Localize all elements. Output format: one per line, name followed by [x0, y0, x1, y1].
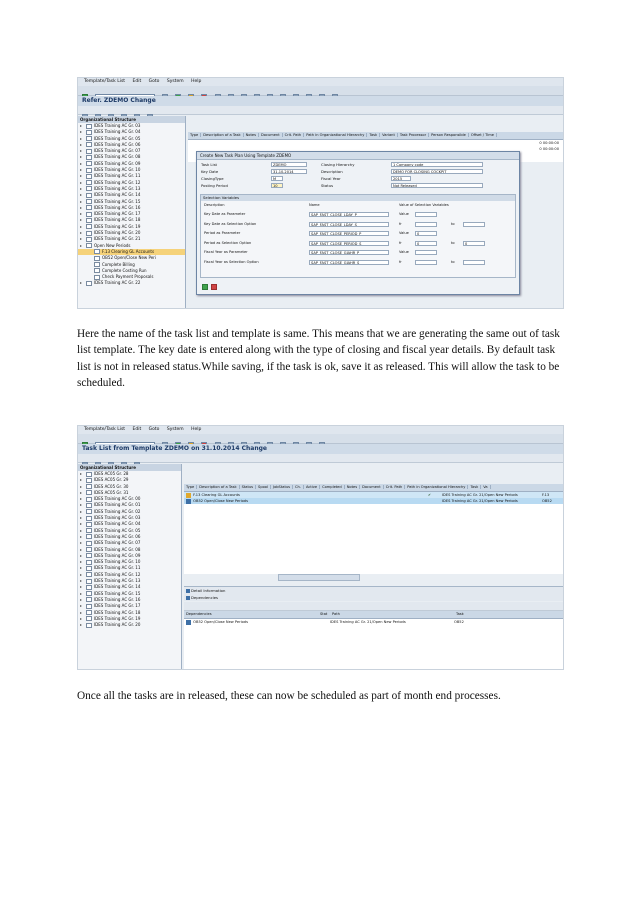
standard-toolbar — [78, 434, 563, 444]
column-header[interactable]: Offset / Time — [469, 133, 497, 137]
tree-item-label: IDES Training AC Gr. 06 — [94, 141, 141, 147]
dependencies-grid — [184, 611, 563, 669]
sel-var-operator: Value — [399, 212, 409, 216]
tree-item-label: IDES Training AC Gr. 08 — [94, 154, 141, 160]
column-header[interactable]: Variant — [380, 133, 398, 137]
expand-arrow-icon[interactable] — [80, 574, 82, 576]
paragraph-scheduling: Once all the tasks are in released, these can now be scheduled as part of month end processes. — [77, 690, 501, 702]
folder-icon — [86, 591, 92, 596]
folder-icon — [86, 585, 92, 590]
column-header[interactable]: Document — [360, 485, 384, 489]
column-header[interactable]: Crit. Path — [384, 485, 406, 489]
tree-item-label: Complete Costing Run — [102, 267, 147, 273]
tree-item-label: IDES Training AC Gr. 12 — [94, 179, 141, 185]
folder-icon — [86, 136, 92, 141]
expand-arrow-icon[interactable] — [80, 542, 82, 544]
column-header[interactable]: Type — [188, 133, 201, 137]
tree-item-label: IDES Training AC Gr. 10 — [94, 167, 141, 173]
expand-arrow-icon[interactable] — [80, 561, 82, 563]
tree-item-label: IDES Training AC Gr. 16 — [94, 204, 141, 210]
tree-item-label: IDES AC05 Gr. 28 — [94, 471, 129, 476]
tree-item-label: IDES Training AC Gr. 03 — [94, 515, 141, 521]
expand-arrow-icon[interactable] — [80, 169, 82, 171]
folder-icon — [94, 268, 100, 273]
folder-icon — [94, 256, 100, 261]
screenshot-task-list-from-template — [77, 425, 564, 670]
folder-icon — [86, 124, 92, 129]
sel-var-name-field[interactable]: SAP_FAST_CLOSE_GJAHR_P — [309, 250, 389, 255]
tree-item[interactable] — [78, 280, 185, 286]
folder-icon — [86, 541, 92, 546]
expand-arrow-icon[interactable] — [80, 624, 82, 626]
folder-icon — [86, 174, 92, 179]
folder-icon — [86, 130, 92, 135]
dep-col-dependencies: Dependencies — [186, 612, 212, 616]
tree-item-label: IDES Training AC Gr. 14 — [94, 192, 141, 198]
tree-item-label: IDES Training AC Gr. 11 — [94, 565, 141, 571]
detail-information-tab[interactable] — [184, 586, 563, 594]
tree-item-label: IDES Training AC Gr. 05 — [94, 135, 141, 141]
tree-item-label: IDES Training AC Gr. 06 — [94, 533, 141, 539]
status-label: Status — [321, 183, 334, 188]
sel-var-to-label: to — [451, 259, 455, 264]
folder-icon — [86, 560, 92, 565]
tree-item-label: IDES Training AC Gr. 01 — [94, 502, 141, 508]
dependency-row[interactable] — [184, 619, 563, 625]
expand-arrow-icon[interactable] — [80, 213, 82, 215]
folder-icon — [86, 547, 92, 552]
folder-icon — [86, 497, 92, 502]
closing-hierarchy-field[interactable]: 1 Company code — [391, 162, 483, 167]
sel-var-description: Period as Selection Option — [204, 240, 252, 245]
tree-item-label: IDES AC05 Gr. 31 — [94, 489, 129, 495]
tree-header: Organizational Structure — [78, 464, 181, 471]
fiscal-year-label: Fiscal Year — [321, 176, 341, 181]
folder-icon — [86, 142, 92, 147]
sel-var-name-field[interactable]: SAP_FAST_CLOSE_GJAHR_S — [309, 260, 389, 265]
column-header[interactable]: JobStatus — [271, 485, 293, 489]
expand-arrow-icon[interactable] — [80, 175, 82, 177]
screenshot-refer-zdemo — [77, 77, 564, 309]
sel-var-description: Key Date as Selection Option — [204, 221, 257, 226]
expand-arrow-icon[interactable] — [80, 549, 82, 551]
tree-item-label: IDES Training AC Gr. 05 — [94, 527, 141, 533]
expand-arrow-icon[interactable] — [80, 150, 82, 152]
folder-icon — [86, 237, 92, 242]
dependencies-header — [184, 611, 563, 619]
tree-item[interactable] — [78, 622, 181, 628]
tree-item-label: IDES Training AC Gr. 04 — [94, 521, 141, 527]
sel-var-high-field[interactable] — [463, 260, 485, 265]
column-header[interactable]: Path in Organizational Hierarchy — [304, 133, 367, 137]
tree-item-label: IDES Training AC Gr. 04 — [94, 129, 141, 135]
menu-item-template[interactable]: Template/Task List — [84, 427, 126, 432]
row-path: IDES Training AC Gr. 21/Open New Periods — [442, 493, 518, 497]
menu-item-goto[interactable]: Goto — [148, 427, 160, 432]
posting-period-label: Posting Period — [201, 183, 228, 188]
expand-arrow-icon[interactable] — [80, 238, 82, 240]
expand-arrow-icon[interactable] — [80, 612, 82, 614]
folder-icon — [94, 275, 100, 280]
tree-item-label: IDES Training AC Gr. 10 — [94, 559, 141, 565]
description-label: Description — [321, 169, 343, 174]
tree-item-label: Open New Periods — [94, 242, 131, 248]
tree-item-label: IDES Training AC Gr. 20 — [94, 622, 141, 628]
menu-item-system[interactable]: System — [166, 427, 184, 432]
expand-arrow-icon[interactable] — [80, 530, 82, 532]
sel-var-description: Fiscal Year as Parameter — [204, 250, 248, 254]
sel-var-low-field[interactable] — [415, 260, 437, 265]
column-header[interactable]: Path in Organizational Hierarchy — [405, 485, 468, 489]
expand-arrow-icon[interactable] — [80, 194, 82, 196]
page-title: Refer. ZDEMO Change — [78, 96, 563, 106]
folder-icon — [86, 597, 92, 602]
folder-icon — [86, 604, 92, 609]
confirm-icon[interactable] — [202, 284, 208, 290]
folder-icon — [86, 212, 92, 217]
tree-item-label: OB52 Open/Close New Peri — [102, 255, 156, 261]
folder-icon — [86, 616, 92, 621]
tree-item-label: IDES Training AC Gr. 17 — [94, 603, 141, 609]
sel-var-low-field[interactable]: 0 — [415, 231, 437, 236]
sel-var-to-label: to — [451, 240, 455, 245]
folder-icon — [86, 243, 92, 248]
column-header[interactable]: Notes — [244, 133, 259, 137]
standard-toolbar — [78, 86, 563, 96]
expand-arrow-icon[interactable] — [80, 232, 82, 234]
expand-arrow-icon[interactable] — [80, 125, 82, 127]
expand-arrow-icon[interactable] — [80, 131, 82, 133]
tree-item-label: IDES Training AC Gr. 17 — [94, 211, 141, 217]
tree-item-label: IDES Training AC Gr. 09 — [94, 552, 141, 558]
tree-item-label: IDES Training AC Gr. 08 — [94, 546, 141, 552]
expand-arrow-icon[interactable] — [80, 555, 82, 557]
task-type-icon — [186, 620, 191, 625]
fiscal-year-field[interactable]: 2015 — [391, 176, 411, 181]
row-description: F.13 Clearing GL Accounts — [193, 493, 240, 497]
task-list-field[interactable]: ZDEMO — [271, 162, 307, 167]
posting-period-field[interactable]: 10 — [271, 183, 283, 188]
expand-arrow-icon[interactable] — [80, 207, 82, 209]
dependencies-tab[interactable] — [184, 594, 563, 601]
expand-arrow-icon[interactable] — [80, 498, 82, 500]
tree-item-label: IDES Training AC Gr. 13 — [94, 185, 141, 191]
expand-arrow-icon[interactable] — [80, 138, 82, 140]
detail-tab-label: Detail Information — [191, 588, 226, 593]
task-type-icon — [186, 499, 191, 504]
expand-arrow-icon[interactable] — [80, 245, 82, 247]
sel-var-high-field[interactable]: 0 — [463, 241, 485, 246]
application-toolbar — [78, 454, 563, 463]
folder-icon — [86, 149, 92, 154]
folder-icon — [86, 186, 92, 191]
task-list-label: Task List — [201, 162, 218, 167]
menu-item-help[interactable]: Help — [191, 427, 202, 432]
expand-arrow-icon[interactable] — [80, 479, 82, 481]
sel-var-low-field[interactable] — [415, 212, 437, 217]
sel-var-name-field[interactable]: SAP_FAST_CLOSE_LDAY_S — [309, 222, 389, 227]
folder-icon — [86, 509, 92, 514]
expand-arrow-icon[interactable] — [80, 219, 82, 221]
status-dropdown[interactable]: Not Released — [391, 183, 483, 188]
tree-item-label: Complete Billing — [102, 261, 135, 267]
page-title: Task List from Template ZDEMO on 31.10.2014 Change — [78, 444, 563, 454]
folder-icon — [86, 180, 92, 185]
folder-icon — [86, 579, 92, 584]
column-header[interactable]: Description of a Task — [201, 133, 243, 137]
column-header[interactable]: Active — [304, 485, 320, 489]
task-grid-header — [184, 484, 563, 492]
closing-type-field[interactable]: M — [271, 176, 283, 181]
row-description: OB52 Open/Close New Periods — [193, 499, 248, 503]
tree-items — [78, 123, 185, 287]
expand-arrow-icon[interactable] — [80, 504, 82, 506]
org-structure-tree — [78, 464, 182, 669]
column-header[interactable]: Task Processor — [398, 133, 429, 137]
expand-arrow-icon[interactable] — [80, 580, 82, 582]
closing-type-label: ClosingType — [201, 176, 224, 181]
tree-item-label: IDES Training AC Gr. 16 — [94, 596, 141, 602]
tree-item-label: Check Payment Proposals — [102, 274, 154, 280]
folder-icon — [86, 484, 92, 489]
tree-item-label: IDES Training AC Gr. 21 — [94, 236, 141, 242]
tree-item-label: IDES Training AC Gr. 13 — [94, 578, 141, 584]
expand-arrow-icon[interactable] — [80, 567, 82, 569]
task-grid-header — [188, 132, 563, 140]
dependencies-icon — [186, 596, 190, 600]
menu-item-help[interactable]: Help — [191, 79, 202, 84]
dialog-cancel-icon[interactable] — [211, 284, 217, 290]
sel-var-name-field[interactable]: SAP_FAST_CLOSE_LDAY_P — [309, 212, 389, 217]
folder-icon — [86, 193, 92, 198]
menu-bar — [78, 426, 563, 434]
task-type-icon — [186, 493, 191, 498]
sel-var-name-field[interactable]: SAP_FAST_CLOSE_PERIOD_P — [309, 231, 389, 236]
create-task-plan-dialog — [196, 151, 520, 295]
expand-arrow-icon[interactable] — [80, 226, 82, 228]
menu-item-edit[interactable]: Edit — [132, 79, 142, 84]
folder-icon — [86, 623, 92, 628]
column-header[interactable]: Status — [240, 485, 256, 489]
folder-icon — [86, 572, 92, 577]
tree-items — [78, 471, 181, 628]
column-header[interactable]: Va — [481, 485, 490, 489]
checkmark-icon: ✔ — [428, 493, 432, 497]
folder-icon — [86, 161, 92, 166]
dep-task: OB52 — [454, 620, 464, 624]
folder-icon — [86, 205, 92, 210]
horizontal-scrollbar[interactable] — [278, 574, 360, 581]
dep-col-task: Task — [456, 612, 464, 616]
column-header[interactable]: Person Responsible — [429, 133, 469, 137]
folder-icon — [86, 168, 92, 173]
sel-var-to-label: to — [451, 221, 455, 226]
folder-icon — [86, 522, 92, 527]
tree-item-label: IDES Training AC Gr. 11 — [94, 173, 141, 179]
detail-icon — [186, 589, 190, 593]
expand-arrow-icon[interactable] — [80, 163, 82, 165]
folder-icon — [86, 218, 92, 223]
tree-item-label: IDES Training AC Gr. 03 — [94, 123, 141, 128]
folder-icon — [86, 199, 92, 204]
sel-var-operator: Value — [399, 250, 409, 254]
tree-item-label: IDES Training AC Gr. 12 — [94, 571, 141, 577]
folder-icon — [86, 224, 92, 229]
table-row[interactable] — [184, 498, 563, 504]
folder-icon — [86, 490, 92, 495]
key-date-field[interactable]: 31.10.2014 — [271, 169, 307, 174]
expand-arrow-icon[interactable] — [80, 473, 82, 475]
expand-arrow-icon[interactable] — [80, 517, 82, 519]
menu-item-goto[interactable]: Goto — [148, 79, 160, 84]
dep-path: IDES Training AC Gr. 21/Open New Periods — [330, 620, 406, 624]
tree-item-label: IDES Training AC Gr. 22 — [94, 280, 141, 286]
selection-variables-title: Selection Variables — [201, 195, 515, 201]
folder-icon — [86, 478, 92, 483]
sel-var-description: Fiscal Year as Selection Option — [204, 259, 259, 264]
column-header[interactable]: Ch. — [293, 485, 304, 489]
closing-hierarchy-label: Closing Hierarchy — [321, 162, 355, 167]
menu-bar — [78, 78, 563, 86]
dependencies-tab-label: Dependencies — [191, 595, 219, 600]
expand-arrow-icon[interactable] — [80, 586, 82, 588]
folder-icon — [86, 528, 92, 533]
column-header[interactable]: Notes — [345, 485, 360, 489]
selection-variables-box — [200, 194, 516, 278]
sel-var-description: Key Date as Parameter — [204, 212, 246, 216]
row-path: IDES Training AC Gr. 21/Open New Periods — [442, 499, 518, 503]
expand-arrow-icon[interactable] — [80, 144, 82, 146]
expand-arrow-icon[interactable] — [80, 156, 82, 158]
expand-arrow-icon[interactable] — [80, 618, 82, 620]
folder-icon — [86, 553, 92, 558]
expand-arrow-icon[interactable] — [80, 536, 82, 538]
key-date-label: Key Date — [201, 169, 219, 174]
dialog-title: Create New Task Plan Using Template ZDEMO — [197, 152, 519, 160]
tree-item-label: IDES Training AC Gr. 18 — [94, 217, 141, 223]
tree-item-label: IDES Training AC Gr. 07 — [94, 540, 141, 546]
menu-item-edit[interactable]: Edit — [132, 427, 142, 432]
column-header[interactable]: Description of a Task — [197, 485, 239, 489]
row-task: OB52 — [542, 499, 552, 503]
tree-item-label: IDES Training AC Gr. 15 — [94, 198, 141, 204]
column-header[interactable]: Task — [468, 485, 481, 489]
folder-icon — [86, 516, 92, 521]
column-header[interactable]: Document — [259, 133, 283, 137]
grid-right-value-2: 0 00:00:00 — [539, 147, 559, 151]
expand-arrow-icon[interactable] — [80, 599, 82, 601]
tree-item-label: IDES AC05 Gr. 29 — [94, 477, 129, 483]
sel-col-value: Value of Selection Variables — [399, 203, 449, 207]
tree-item-label: IDES Training AC Gr. 20 — [94, 230, 141, 236]
tree-item-label: F.13 Clearing GL Accounts — [102, 248, 155, 254]
tree-item-label: IDES AC05 Gr. 30 — [94, 483, 129, 489]
expand-arrow-icon[interactable] — [80, 201, 82, 203]
column-header[interactable]: Type — [184, 485, 197, 489]
sel-col-name: Name — [309, 203, 320, 207]
sel-var-low-field[interactable]: 0 — [415, 241, 437, 246]
folder-icon — [86, 534, 92, 539]
paragraph-task-list-explanation: Here the name of the task list and template is same. This means that we are generating the same out of task list template. The key date is entered along with the type of closing and fiscal year details. By default task list is not in released status.While saving, if the task is ok, save it as released. This will allow the task to be scheduled. — [77, 328, 560, 390]
tree-header: Organizational Structure — [78, 116, 185, 123]
dep-description: OB52 Open/Close New Periods — [193, 620, 248, 624]
column-header[interactable]: Task — [367, 133, 380, 137]
folder-icon — [86, 472, 92, 477]
application-toolbar — [78, 106, 563, 115]
expand-arrow-icon[interactable] — [80, 523, 82, 525]
sel-var-operator: fr — [399, 259, 402, 264]
column-header[interactable]: Crit. Path — [283, 133, 305, 137]
folder-icon — [86, 610, 92, 615]
tree-item-label: IDES Training AC Gr. 00 — [94, 496, 141, 502]
expand-arrow-icon[interactable] — [80, 282, 82, 284]
sel-var-high-field[interactable] — [463, 222, 485, 227]
sel-var-name-field[interactable]: SAP_FAST_CLOSE_PERIOD_S — [309, 241, 389, 246]
row-task: F.13 — [542, 493, 550, 497]
sel-var-operator: fr — [399, 221, 402, 226]
folder-icon — [86, 231, 92, 236]
tree-item-label: IDES Training AC Gr. 19 — [94, 223, 141, 229]
org-structure-tree — [78, 116, 186, 308]
sel-var-low-field[interactable] — [415, 250, 437, 255]
expand-arrow-icon[interactable] — [80, 188, 82, 190]
menu-item-system[interactable]: System — [166, 79, 184, 84]
sel-var-description: Period as Parameter — [204, 231, 241, 235]
dep-col-path: Path — [332, 612, 340, 616]
folder-icon — [86, 503, 92, 508]
sel-col-description: Description — [204, 203, 225, 207]
description-field[interactable]: DEMO FOR CLOSING COCKPIT — [391, 169, 483, 174]
folder-icon — [94, 249, 100, 254]
sel-var-low-field[interactable] — [415, 222, 437, 227]
tree-item-label: IDES Training AC Gr. 07 — [94, 148, 141, 154]
folder-icon — [86, 566, 92, 571]
column-header[interactable]: Completed — [320, 485, 345, 489]
expand-arrow-icon[interactable] — [80, 492, 82, 494]
tree-item-label: IDES Training AC Gr. 18 — [94, 609, 141, 615]
expand-arrow-icon[interactable] — [80, 511, 82, 513]
sel-var-operator: fr — [399, 240, 402, 245]
sel-var-operator: Value — [399, 231, 409, 235]
task-grid — [184, 484, 563, 574]
dependencies-toolbar — [184, 602, 563, 611]
grid-right-value-1: 0 00:00:00 — [539, 141, 559, 145]
tree-item-label: IDES Training AC Gr. 14 — [94, 584, 141, 590]
folder-icon — [86, 155, 92, 160]
folder-icon — [94, 262, 100, 267]
expand-arrow-icon[interactable] — [80, 593, 82, 595]
expand-arrow-icon[interactable] — [80, 486, 82, 488]
tree-item-label: IDES Training AC Gr. 19 — [94, 615, 141, 621]
folder-icon — [86, 281, 92, 286]
tree-item-label: IDES Training AC Gr. 15 — [94, 590, 141, 596]
tree-item-label: IDES Training AC Gr. 02 — [94, 508, 141, 514]
tree-item-label: IDES Training AC Gr. 09 — [94, 160, 141, 166]
dep-col-stat: Stat — [320, 612, 328, 616]
menu-item-template[interactable]: Template/Task List — [84, 79, 126, 84]
expand-arrow-icon[interactable] — [80, 605, 82, 607]
expand-arrow-icon[interactable] — [80, 182, 82, 184]
column-header[interactable]: Spool — [256, 485, 271, 489]
